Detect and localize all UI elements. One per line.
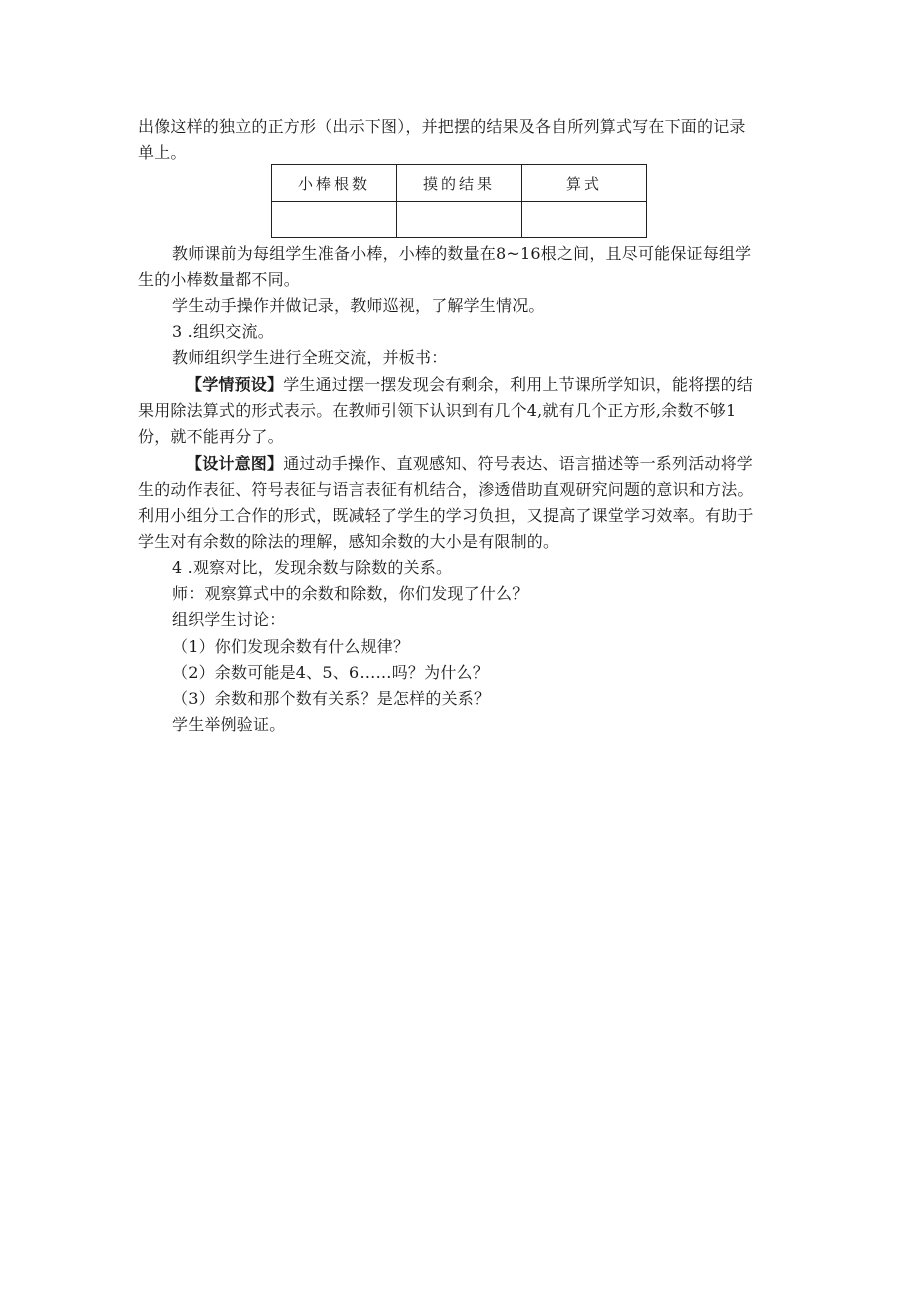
- paragraph-line: 【学情预设】学生通过摆一摆发现会有剩余，利用上节课所学知识，能将摆的结: [186, 375, 754, 394]
- paragraph-line: 学生动手操作并做记录，教师巡视，了解学生情况。: [172, 296, 545, 315]
- paragraph-line: 教师课前为每组学生准备小棒，小棒的数量在8~16根之间，且尽可能保证每组学: [172, 244, 752, 263]
- paragraph-line: 单上。: [138, 143, 187, 162]
- section-heading: 3 .组织交流。: [172, 322, 274, 341]
- list-item: （2）余数可能是4、5、6……吗？为什么？: [172, 663, 489, 682]
- table-row: [272, 202, 647, 238]
- paragraph-line: 份，就不能再分了。: [138, 427, 284, 446]
- table-cell: [397, 202, 522, 238]
- paragraph-line: 学生举例验证。: [172, 715, 286, 734]
- bracket-label: 【学情预设】: [186, 375, 284, 394]
- table-cell: [522, 202, 647, 238]
- table-header-cell: 算式: [522, 165, 647, 202]
- paragraph-line: 果用除法算式的形式表示。在教师引领下认识到有几个4,就有几个正方形,余数不够1: [138, 401, 737, 420]
- paragraph-line: 生的小棒数量都不同。: [138, 270, 301, 289]
- record-table: [271, 164, 647, 238]
- table-header-row: [272, 165, 647, 202]
- section-heading: 4 .观察对比，发现余数与除数的关系。: [172, 558, 453, 577]
- paragraph-line: 生的动作表征、符号表征与语言表征有机结合，渗透借助直观研究问题的意识和方法。: [138, 480, 754, 499]
- table-cell: [272, 202, 397, 238]
- list-item: （3）余数和那个数有关系？是怎样的关系？: [172, 689, 491, 708]
- paragraph-line: 组织学生讨论：: [172, 610, 286, 629]
- paragraph-line: 利用小组分工合作的形式，既减轻了学生的学习负担，又提高了课堂学习效率。有助于: [138, 506, 754, 525]
- bracket-label: 【设计意图】: [186, 454, 284, 473]
- paragraph-line: 学生对有余数的除法的理解，感知余数的大小是有限制的。: [138, 532, 560, 551]
- table-header-cell: 小棒根数: [272, 165, 397, 202]
- table-header-cell: 摸的结果: [397, 165, 522, 202]
- paragraph-line: 出像这样的独立的正方形（出示下图），并把摆的结果及各自所列算式写在下面的记录: [138, 117, 746, 136]
- paragraph-line: 【设计意图】通过动手操作、直观感知、符号表达、语言描述等一系列活动将学: [186, 454, 754, 473]
- list-item: （1）你们发现余数有什么规律？: [172, 637, 410, 656]
- paragraph-line: 教师组织学生进行全班交流，并板书：: [172, 348, 448, 367]
- paragraph-line: 师：观察算式中的余数和除数，你们发现了什么？: [172, 584, 529, 603]
